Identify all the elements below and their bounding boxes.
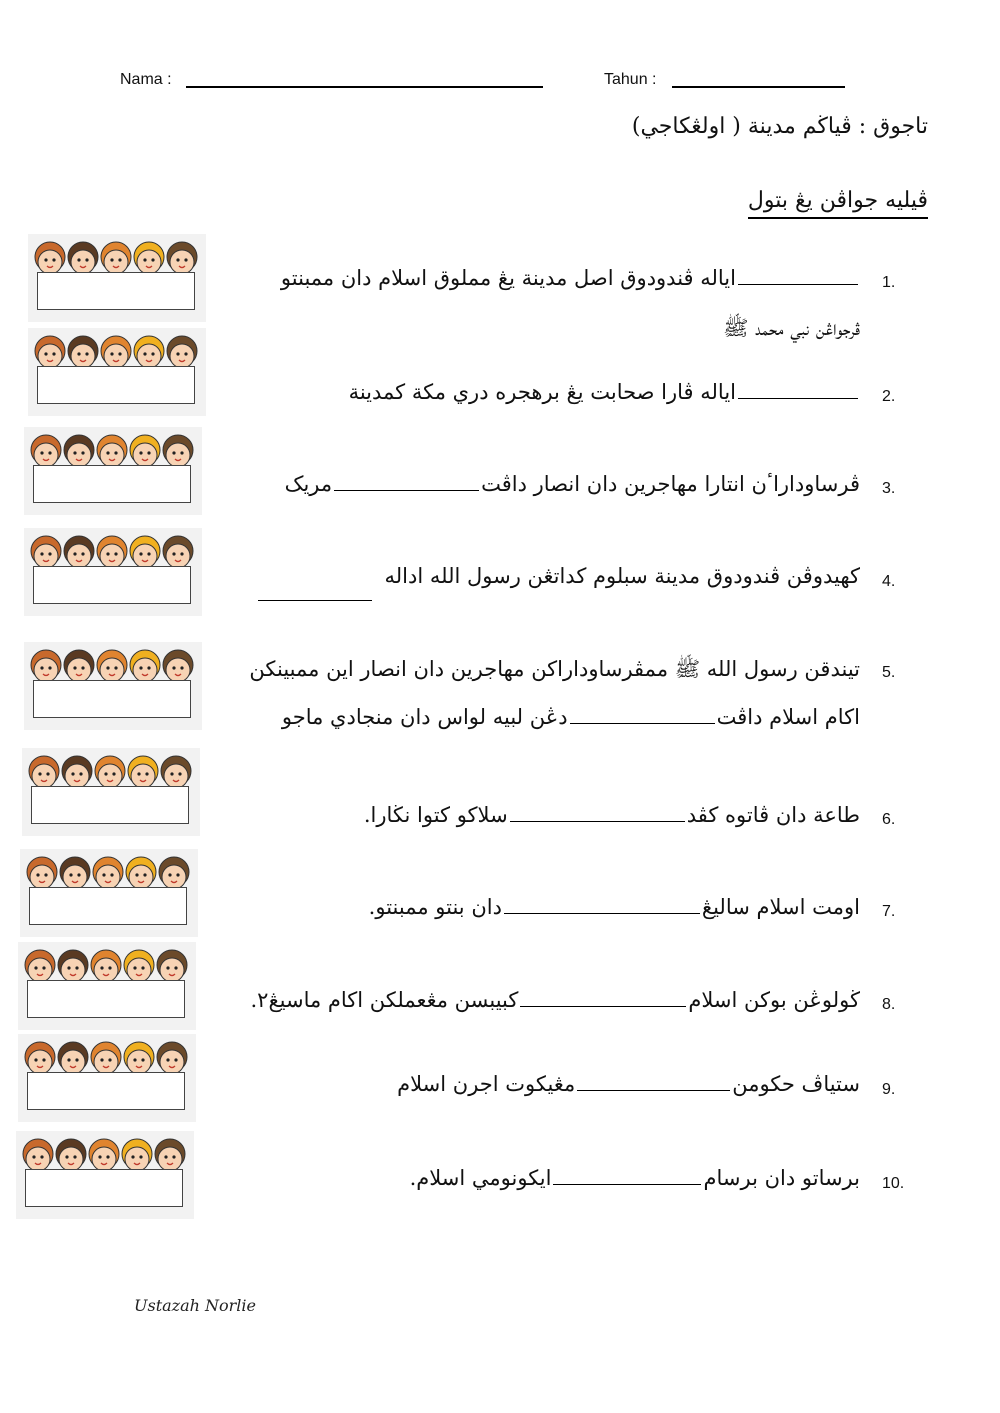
cartoon-child-face [101,242,131,274]
cartoon-children-illustration [22,748,200,788]
answer-blank[interactable] [577,1089,730,1091]
cartoon-child-face [29,756,59,788]
cartoon-child-face [128,756,158,788]
question-number: 3. [882,480,896,497]
answer-drop-box-5[interactable] [33,680,191,718]
cartoon-child-face [163,435,193,467]
cartoon-child-face [91,950,121,982]
question-1-line-1: اياله ڤندودوق اصل مدينة يڠ مملوق اسلام دان ممبنتو [281,266,860,290]
cartoon-child-face [95,756,125,788]
question-number: 10. [882,1175,905,1192]
question-5-line-2: اكام اسلام داڤتدڠن لبيه لواس دان منجادي ماجو [281,705,860,729]
cartoon-child-face [97,536,127,568]
cartoon-child-face [31,536,61,568]
answer-card-5 [24,642,202,730]
question-number: 1. [882,274,896,291]
worksheet-instruction: ڤيليه جواڤن يڠ بتول [748,188,928,219]
cartoon-child-face [101,336,131,368]
answer-card-8 [18,942,196,1030]
answer-card-10 [16,1131,194,1219]
cartoon-child-face [126,857,156,889]
question-8: ڬولوڠن بوكن اسلامكبيبسن مڠعملكن اكام ماسيڠ٢. [250,988,860,1012]
answer-drop-box-7[interactable] [29,887,187,925]
answer-card-3 [24,427,202,515]
question-2: اياله ڤارا صحابت يڠ برهجره دري مكة كمدينة [349,380,860,404]
cartoon-child-face [161,756,191,788]
cartoon-child-face [35,336,65,368]
answer-drop-box-3[interactable] [33,465,191,503]
cartoon-child-face [64,536,94,568]
question-number: 7. [882,903,896,920]
answer-drop-box-8[interactable] [27,980,185,1018]
cartoon-child-face [159,857,189,889]
cartoon-child-face [31,435,61,467]
cartoon-children-illustration [24,642,202,682]
question-number: 2. [882,388,896,405]
answer-blank[interactable] [258,599,372,601]
question-number: 5. [882,664,896,681]
year-label: Tahun : [604,71,657,88]
cartoon-children-illustration [24,427,202,467]
answer-drop-box-1[interactable] [37,272,195,310]
answer-card-2 [28,328,206,416]
cartoon-child-face [155,1139,185,1171]
cartoon-child-face [167,336,197,368]
cartoon-child-face [91,1042,121,1074]
answer-drop-box-2[interactable] [37,366,195,404]
question-9: ستياڤ حكومنمڠيكوت اجرن اسلام [397,1072,860,1096]
cartoon-child-face [134,336,164,368]
cartoon-child-face [124,1042,154,1074]
question-number: 6. [882,811,896,828]
cartoon-children-illustration [16,1131,194,1171]
teacher-signature: Ustazah Norlie [134,1296,257,1315]
cartoon-child-face [58,950,88,982]
answer-blank[interactable] [570,722,715,724]
answer-card-4 [24,528,202,616]
answer-drop-box-6[interactable] [31,786,189,824]
cartoon-child-face [157,950,187,982]
answer-blank[interactable] [510,820,685,822]
cartoon-child-face [163,650,193,682]
question-7: اومت اسلام ساليڠدان بنتو ممبنتو. [368,895,860,919]
cartoon-child-face [97,650,127,682]
answer-card-9 [18,1034,196,1122]
cartoon-child-face [134,242,164,274]
cartoon-child-face [68,242,98,274]
answer-blank[interactable] [738,283,858,285]
question-3: ڤرساوداراٴن انتارا مهاجرين دان انصار داڤتمريک [284,472,860,496]
cartoon-child-face [93,857,123,889]
answer-drop-box-4[interactable] [33,566,191,604]
cartoon-child-face [31,650,61,682]
cartoon-child-face [97,435,127,467]
answer-blank[interactable] [334,489,479,491]
answer-blank[interactable] [738,397,858,399]
cartoon-child-face [64,435,94,467]
name-label: Nama : [120,71,172,88]
cartoon-child-face [130,435,160,467]
answer-blank[interactable] [553,1183,701,1185]
answer-card-1 [28,234,206,322]
answer-card-6 [22,748,200,836]
question-4: كهيدوڤن ڤندودوق مدينة سبلوم كداتڠن رسول الله اداله [384,564,860,588]
cartoon-child-face [130,536,160,568]
cartoon-children-illustration [28,234,206,274]
cartoon-child-face [167,242,197,274]
cartoon-child-face [130,650,160,682]
cartoon-child-face [25,1042,55,1074]
question-number: 8. [882,996,896,1013]
name-input-line[interactable] [186,86,543,88]
answer-blank[interactable] [520,1005,686,1007]
cartoon-child-face [124,950,154,982]
cartoon-child-face [23,1139,53,1171]
cartoon-child-face [58,1042,88,1074]
answer-card-7 [20,849,198,937]
question-6: طاعة دان ڤاتوه كڤدسلاكو كتوا نڬارا. [363,803,860,827]
cartoon-child-face [35,242,65,274]
worksheet-title: تاجوق : ڤياڬم مدينة ( اولڠكاجي) [631,114,928,139]
cartoon-children-illustration [24,528,202,568]
cartoon-child-face [64,650,94,682]
cartoon-children-illustration [28,328,206,368]
question-1-line-2: ڤرجواڠن نبي محمد ﷺ [723,316,860,340]
cartoon-child-face [60,857,90,889]
question-10: برساتو دان برسامايكونومي اسلام. [409,1166,860,1190]
cartoon-child-face [163,536,193,568]
cartoon-child-face [122,1139,152,1171]
cartoon-children-illustration [18,1034,196,1074]
cartoon-child-face [89,1139,119,1171]
cartoon-child-face [62,756,92,788]
question-number: 4. [882,573,896,590]
question-number: 9. [882,1081,896,1098]
cartoon-children-illustration [18,942,196,982]
question-5-line-1: تيندقن رسول الله ﷺ ممڤرساوداراكن مهاجرين دان انصار اين ممبينكن [249,657,860,681]
cartoon-children-illustration [20,849,198,889]
answer-drop-box-10[interactable] [25,1169,183,1207]
answer-blank[interactable] [504,912,700,914]
cartoon-child-face [56,1139,86,1171]
year-input-line[interactable] [672,86,845,88]
cartoon-child-face [27,857,57,889]
cartoon-child-face [157,1042,187,1074]
answer-drop-box-9[interactable] [27,1072,185,1110]
cartoon-child-face [25,950,55,982]
cartoon-child-face [68,336,98,368]
